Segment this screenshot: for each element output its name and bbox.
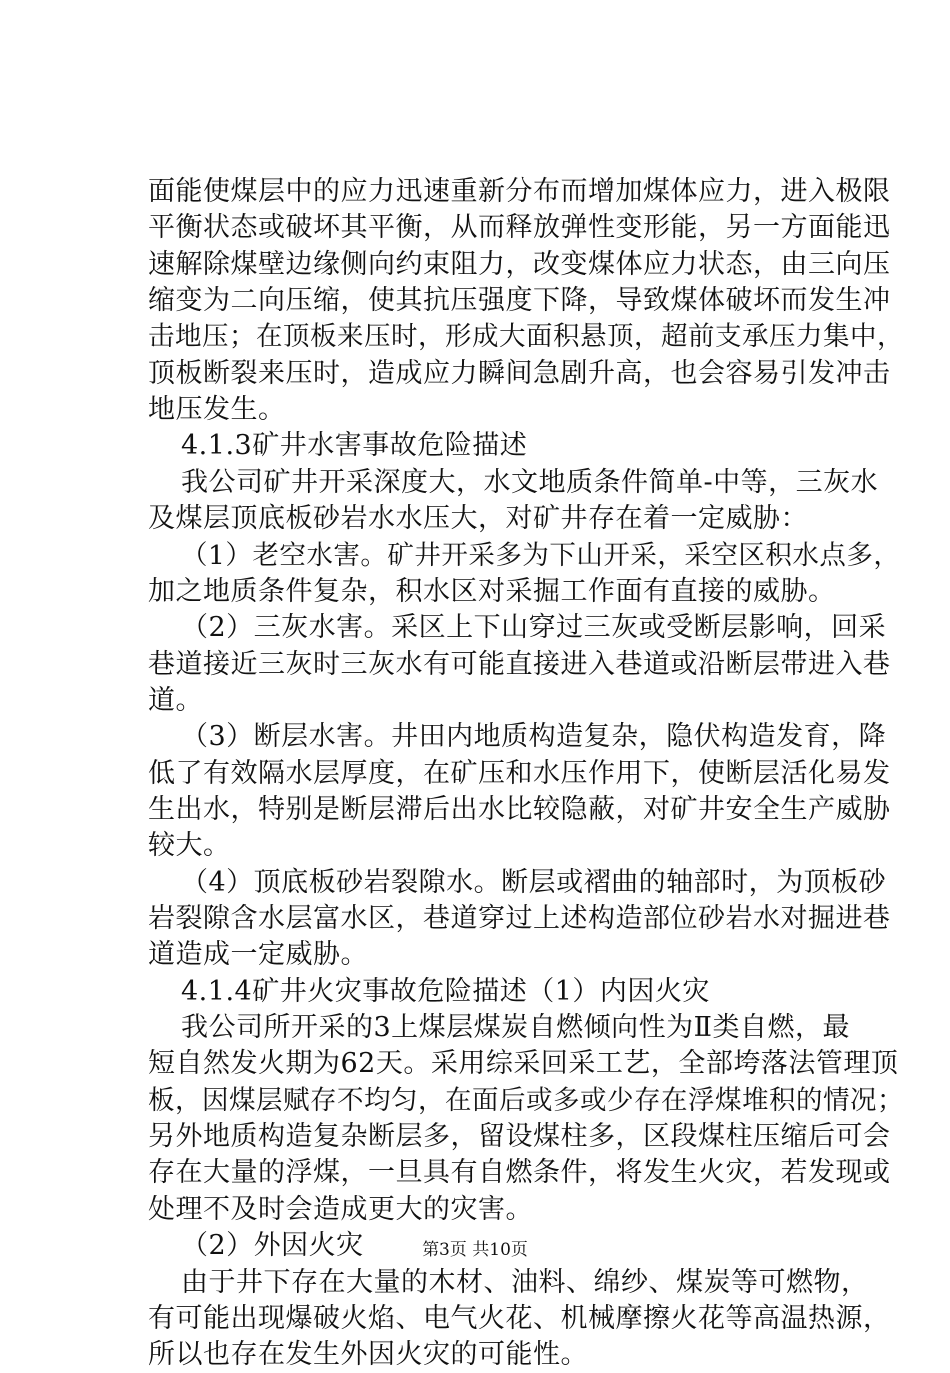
body-text-line: 有可能出现爆破火焰、电气火花、机械摩擦火花等高温热源， [148,1303,891,1334]
body-text-line: 平衡状态或破坏其平衡，从而释放弹性变形能，另一方面能迅 [148,212,891,243]
subheading-external-fire: （2）外因火灾 [181,1230,364,1261]
body-text-line: 击地压；在顶板来压时，形成大面积悬顶，超前支承压力集中， [148,321,904,352]
body-text-line: 我公司所开采的3上煤层煤炭自燃倾向性为Ⅱ类自燃，最 [181,1012,851,1043]
body-text-line: 岩裂隙含水层富水区，巷道穿过上述构造部位砂岩水对掘进巷 [148,903,891,934]
list-item-2: （2）三灰水害。采区上下山穿过三灰或受断层影响，回采 [181,612,887,643]
body-text-line: 速解除煤壁边缘侧向约束阻力，改变煤体应力状态，由三向压 [148,249,891,280]
body-text-line: 存在大量的浮煤，一旦具有自燃条件，将发生火灾，若发现或 [148,1157,891,1188]
page-footer: 第3页 共10页 [422,1240,528,1260]
body-text-line: 缩变为二向压缩，使其抗压强度下降，导致煤体破坏而发生冲 [148,285,891,316]
body-text-line: 道造成一定威胁。 [148,939,368,970]
body-text-line: 及煤层顶底板砂岩水水压大，对矿井存在着一定威胁： [148,503,808,534]
body-text-line: 短自然发火期为62天。采用综采回采工艺，全部垮落法管理顶 [148,1048,899,1079]
body-text-line: 生出水，特别是断层滞后出水比较隐蔽，对矿井安全生产威胁 [148,794,891,825]
body-text-line: 我公司矿井开采深度大，水文地质条件简单-中等，三灰水 [181,467,879,498]
body-text-line: 所以也存在发生外因火灾的可能性。 [148,1339,588,1370]
list-item-3: （3）断层水害。井田内地质构造复杂，隐伏构造发育，降 [181,721,887,752]
body-text-line: 道。 [148,685,203,716]
body-text-line: 板，因煤层赋存不均匀，在面后或多或少存在浮煤堆积的情况； [148,1085,904,1116]
list-item-1: （1）老空水害。矿井开采多为下山开采，采空区积水点多， [181,540,901,571]
section-heading-4-1-4: 4.1.4矿井火灾事故危险描述（1）内因火灾 [181,976,710,1007]
body-text-line: 地压发生。 [148,394,286,425]
section-heading-4-1-3: 4.1.3矿井水害事故危险描述 [181,430,528,461]
body-text-line: 由于井下存在大量的木材、油料、绵纱、煤炭等可燃物， [181,1267,869,1298]
body-text-line: 顶板断裂来压时，造成应力瞬间急剧升高，也会容易引发冲击 [148,358,891,389]
body-text-line: 加之地质条件复杂，积水区对采掘工作面有直接的威胁。 [148,576,836,607]
body-text-line: 处理不及时会造成更大的灾害。 [148,1194,533,1225]
body-text-line: 另外地质构造复杂断层多，留设煤柱多，区段煤柱压缩后可会 [148,1121,891,1152]
body-text-line: 较大。 [148,830,231,861]
list-item-4: （4）顶底板砂岩裂隙水。断层或褶曲的轴部时，为顶板砂 [181,867,887,898]
body-text-line: 低了有效隔水层厚度，在矿压和水压作用下，使断层活化易发 [148,758,891,789]
body-text-line: 面能使煤层中的应力迅速重新分布而增加煤体应力，进入极限 [148,176,891,207]
body-text-line: 巷道接近三灰时三灰水有可能直接进入巷道或沿断层带进入巷 [148,649,891,680]
